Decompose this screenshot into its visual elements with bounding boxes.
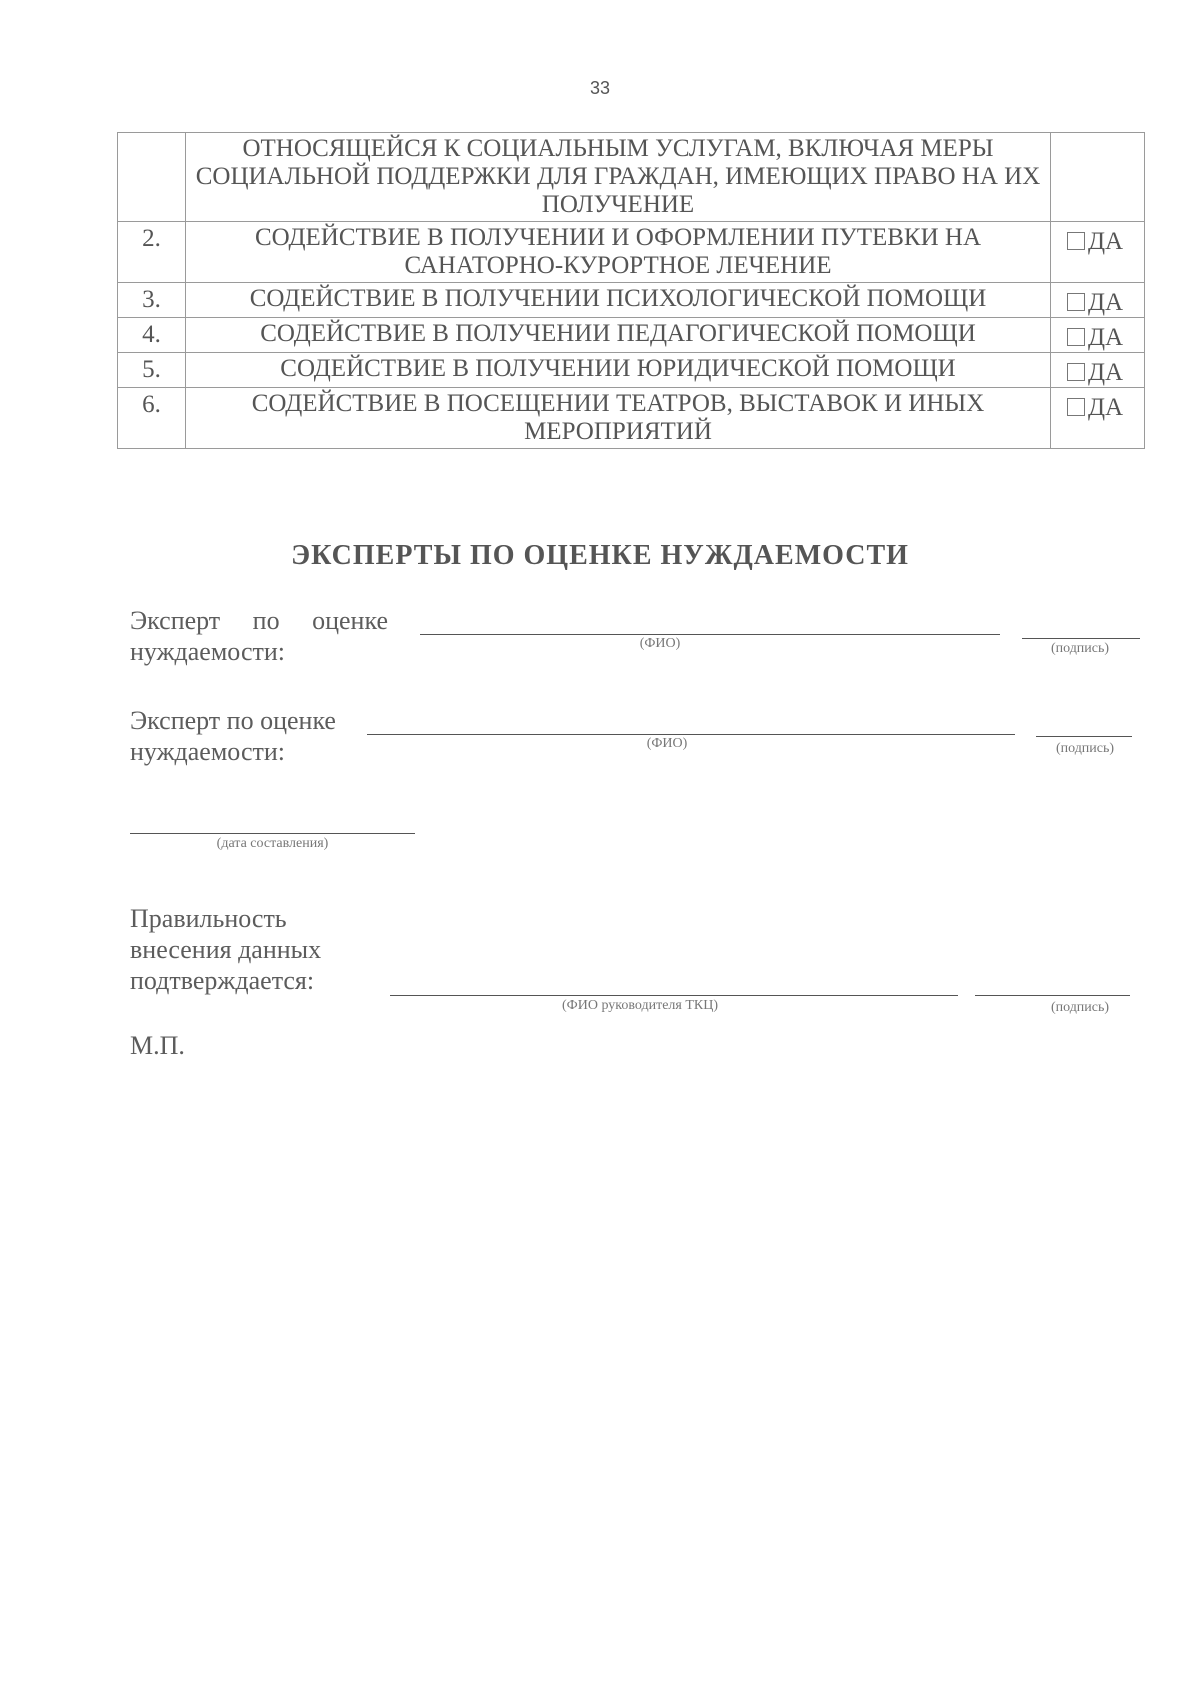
checkbox-label: ДА <box>1088 394 1124 421</box>
confirm-label <box>130 903 321 996</box>
section-title: ЭКСПЕРТЫ ПО ОЦЕНКЕ НУЖДАЕМОСТИ <box>291 540 909 571</box>
table-row <box>118 133 1145 222</box>
expert2-fio-caption: (ФИО) <box>646 736 688 751</box>
row-number: 4. <box>118 318 186 353</box>
row-number: 3. <box>118 283 186 318</box>
confirm-fio-caption: (ФИО руководителя ТКЦ) <box>562 998 718 1013</box>
expert1-sign-caption: (подпись) <box>1050 641 1110 656</box>
date-caption: (дата составления) <box>216 836 329 851</box>
service-name: СОДЕЙСТВИЕ В ПОЛУЧЕНИИ ПСИХОЛОГИЧЕСКОЙ ПОМОЩИ <box>186 283 1051 318</box>
service-check-cell[interactable] <box>1051 318 1145 353</box>
checkbox-icon[interactable] <box>1067 398 1085 416</box>
checkbox-icon[interactable] <box>1067 232 1085 250</box>
service-check-cell[interactable] <box>1051 388 1145 449</box>
row-number: 5. <box>118 353 186 388</box>
checkbox-icon[interactable] <box>1067 328 1085 346</box>
expert2-label <box>130 705 336 767</box>
expert2-fio-line[interactable] <box>367 734 1015 735</box>
table-row <box>118 318 1145 353</box>
stamp-label: М.П. <box>130 1031 185 1060</box>
expert1-word-3: оценке <box>312 606 388 635</box>
table-row <box>118 353 1145 388</box>
row-number: 2. <box>118 222 186 283</box>
service-name: ОТНОСЯЩЕЙСЯ К СОЦИАЛЬНЫМ УСЛУГАМ, ВКЛЮЧАЯ МЕРЫ СОЦИАЛЬНОЙ ПОДДЕРЖКИ ДЛЯ ГРАЖДАН, ИМЕЮЩИХ ПРАВО НА ИХ ПОЛУЧЕНИЕ <box>186 133 1051 222</box>
checkbox-label: ДА <box>1088 228 1124 255</box>
expert1-label <box>130 605 388 667</box>
expert1-sign-line[interactable] <box>1022 638 1140 639</box>
checkbox-icon[interactable] <box>1067 293 1085 311</box>
service-check-cell <box>1051 133 1145 222</box>
confirm-sign-caption: (подпись) <box>1050 1000 1110 1015</box>
expert1-word-1: Эксперт <box>130 606 221 635</box>
page-number: 33 <box>589 78 611 98</box>
table-row <box>118 222 1145 283</box>
checkbox-icon[interactable] <box>1067 363 1085 381</box>
services-table-body <box>118 133 1145 449</box>
service-check-cell[interactable] <box>1051 353 1145 388</box>
checkbox-label: ДА <box>1088 324 1124 351</box>
expert2-label-line2: нуждаемости: <box>130 737 285 766</box>
expert1-label-line2: нуждаемости: <box>130 637 285 666</box>
table-row <box>118 388 1145 449</box>
expert1-fio-line[interactable] <box>420 634 1000 635</box>
service-check-cell[interactable] <box>1051 283 1145 318</box>
expert1-fio-caption: (ФИО) <box>639 636 681 651</box>
confirm-line-1: Правильность <box>130 904 287 933</box>
date-line[interactable] <box>130 833 415 834</box>
expert1-label-line1 <box>130 605 388 636</box>
confirm-fio-line[interactable] <box>390 995 958 996</box>
confirm-line-3: подтверждается: <box>130 966 315 995</box>
services-table <box>117 132 1145 449</box>
table-row <box>118 283 1145 318</box>
expert2-label-line1: Эксперт по оценке <box>130 706 336 735</box>
service-name: СОДЕЙСТВИЕ В ПОЛУЧЕНИИ ЮРИДИЧЕСКОЙ ПОМОЩИ <box>186 353 1051 388</box>
row-number <box>118 133 186 222</box>
confirm-line-2: внесения данных <box>130 935 322 964</box>
checkbox-label: ДА <box>1088 359 1124 386</box>
row-number: 6. <box>118 388 186 449</box>
expert2-sign-line[interactable] <box>1036 736 1132 737</box>
service-check-cell[interactable] <box>1051 222 1145 283</box>
service-name: СОДЕЙСТВИЕ В ПОСЕЩЕНИИ ТЕАТРОВ, ВЫСТАВОК И ИНЫХ МЕРОПРИЯТИЙ <box>186 388 1051 449</box>
confirm-sign-line[interactable] <box>975 995 1130 996</box>
service-name: СОДЕЙСТВИЕ В ПОЛУЧЕНИИ ПЕДАГОГИЧЕСКОЙ ПОМОЩИ <box>186 318 1051 353</box>
expert2-sign-caption: (подпись) <box>1055 741 1115 756</box>
service-name: СОДЕЙСТВИЕ В ПОЛУЧЕНИИ И ОФОРМЛЕНИИ ПУТЕВКИ НА САНАТОРНО-КУРОРТНОЕ ЛЕЧЕНИЕ <box>186 222 1051 283</box>
expert1-word-2: по <box>252 606 280 635</box>
checkbox-label: ДА <box>1088 289 1124 316</box>
